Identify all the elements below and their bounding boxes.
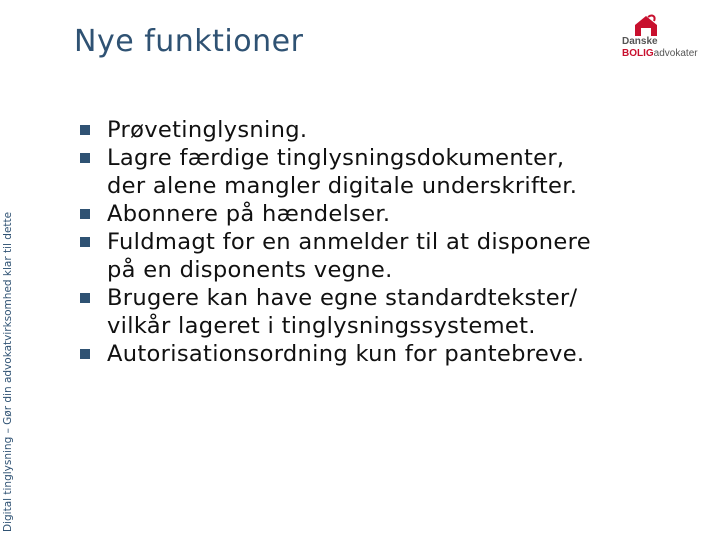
bullet-text-line: på en disponents vegne. bbox=[107, 257, 393, 283]
danske-boligadvokater-logo bbox=[618, 14, 708, 66]
bullet-text-line: vilkår lageret i tinglysningssystemet. bbox=[107, 313, 536, 339]
logo-text-bold: BOLIG bbox=[622, 48, 654, 59]
slide-title: Nye funktioner bbox=[74, 24, 304, 59]
bullet-text-line: Fuldmagt for en anmelder til at disponere bbox=[107, 229, 591, 255]
logo-text-line2 bbox=[622, 48, 698, 59]
bullet-item bbox=[80, 144, 716, 200]
bullet-item bbox=[80, 340, 716, 368]
bullet-text-line: Lagre færdige tinglysningsdokumenter, bbox=[107, 145, 565, 171]
bullet-item bbox=[80, 116, 716, 144]
bullet-text-line: Brugere kan have egne standardtekster/ bbox=[107, 285, 578, 311]
vertical-footer-text: Digital tinglysning – Gør din advokatvirksomhed klar til dette bbox=[2, 211, 14, 532]
bullet-text-line: Prøvetinglysning. bbox=[107, 117, 308, 143]
bullet-item bbox=[80, 284, 716, 340]
bullet-square-icon bbox=[80, 153, 90, 163]
house-logo-icon bbox=[632, 14, 662, 38]
bullet-square-icon bbox=[80, 237, 90, 247]
logo-text-rest: advokater bbox=[653, 48, 698, 59]
bullet-square-icon bbox=[80, 209, 90, 219]
bullet-square-icon bbox=[80, 349, 90, 359]
bullet-text-line: Abonnere på hændelser. bbox=[107, 201, 391, 227]
bullet-text-line: der alene mangler digitale underskrifter. bbox=[107, 173, 578, 199]
logo-text-line1: Danske bbox=[622, 36, 658, 47]
bullet-text-line: Autorisationsordning kun for pantebreve. bbox=[107, 341, 585, 367]
bullet-list bbox=[80, 116, 716, 368]
bullet-square-icon bbox=[80, 125, 90, 135]
bullet-item bbox=[80, 200, 716, 228]
bullet-item bbox=[80, 228, 716, 284]
bullet-square-icon bbox=[80, 293, 90, 303]
